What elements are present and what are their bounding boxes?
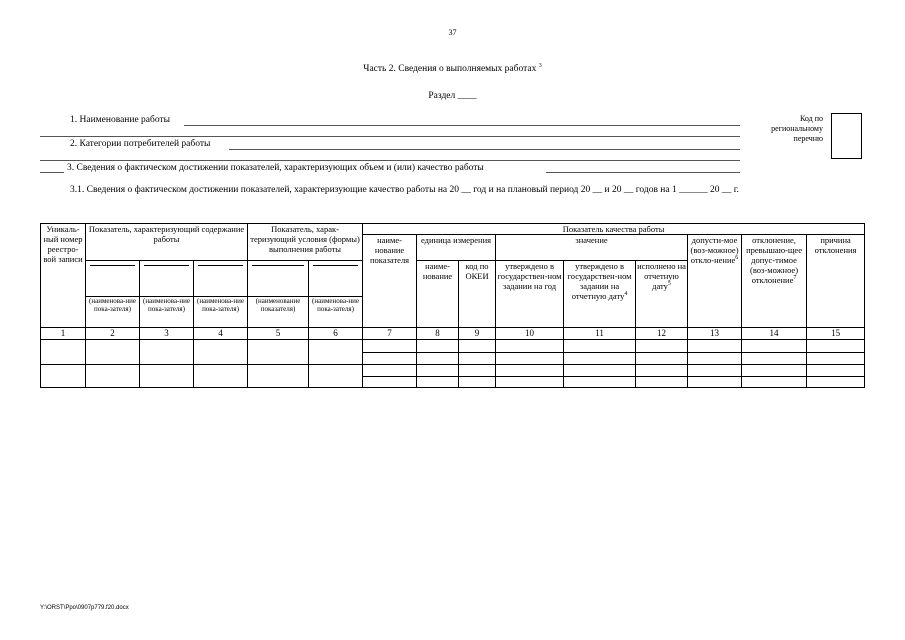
column-number: 14 xyxy=(742,328,807,340)
header-approved-date: утверждено в государствен-ном задании на отчетную дату$^4$ xyxy=(564,260,636,328)
column-number: 11 xyxy=(564,328,636,340)
content-indicator-1-slot xyxy=(86,260,140,297)
column-number: 13 xyxy=(688,328,742,340)
header-executed: исполнено на отчетную дату$^5$ xyxy=(636,260,688,328)
regional-code-label: Код по региональному перечню xyxy=(771,114,823,143)
header-value: значение xyxy=(496,235,688,261)
header-deviation-reason: причина отклонения xyxy=(807,235,865,328)
condition-indicator-2-caption: (наименова-ние пока-зателя) xyxy=(309,297,363,328)
content-indicator-2-slot xyxy=(140,260,194,297)
column-numbers-row xyxy=(41,328,865,340)
table-row xyxy=(41,340,865,353)
field-work-name: 1. Наименование работы xyxy=(70,115,171,125)
column-number: 1 xyxy=(41,328,86,340)
content-indicator-3-caption: (наименова-ние пока-зателя) xyxy=(194,297,248,328)
quality-indicators-table xyxy=(40,223,865,388)
content-indicator-2-caption: (наименова-ние пока-зателя) xyxy=(140,297,194,328)
document-path: Y:\ORST\Ppo\0907p779.f20.docx xyxy=(40,605,129,611)
column-number: 4 xyxy=(194,328,248,340)
column-number: 7 xyxy=(363,328,417,340)
column-number: 2 xyxy=(86,328,140,340)
condition-indicator-1-slot xyxy=(248,260,309,297)
header-unique-number: Уникаль-ный номер реестро-вой записи xyxy=(41,224,86,328)
column-number: 12 xyxy=(636,328,688,340)
header-approved-year: утверждено в государствен-ном задании на год xyxy=(496,260,564,328)
column-number: 8 xyxy=(417,328,459,340)
column-number: 3 xyxy=(140,328,194,340)
column-number: 6 xyxy=(309,328,363,340)
table-row xyxy=(41,365,865,377)
header-quality-indicator: Показатель качества работы xyxy=(363,224,865,235)
content-indicator-3-slot xyxy=(194,260,248,297)
regional-code-box xyxy=(831,113,862,159)
page-number: 37 xyxy=(448,28,457,37)
part-title: Часть 2. Сведения о выполняемых работах $^3$ xyxy=(363,62,542,74)
header-allowed-deviation: допусти-мое (воз-можное) откло-нение$^6$ xyxy=(688,235,742,328)
column-number: 5 xyxy=(248,328,309,340)
condition-indicator-1-caption: (наименование показателя) xyxy=(248,297,309,328)
header-conditions-indicator: Показатель, харак-теризующий условия (формы) выполнения работы xyxy=(248,224,363,261)
section-label: Раздел ____ xyxy=(428,91,477,101)
column-number: 9 xyxy=(459,328,496,340)
header-unit-name: наиме-нование xyxy=(417,260,459,328)
title-footnote: 3 xyxy=(538,62,542,69)
field-consumer-categories: 2. Категории потребителей работы xyxy=(70,139,211,149)
field-quality-indicators: 3.1. Сведения о фактическом достижении показателей, характеризующие качество работы на 20 __ год и на плановый период 20 __ и 20 __ годов на 1 ______ 20 __ г. xyxy=(70,185,739,195)
header-indicator-name: наиме-нование показателя xyxy=(363,235,417,328)
field-indicators: 3. Сведения о фактическом достижении показателей, характеризующих объем и (или) качество работы xyxy=(67,163,484,173)
condition-indicator-2-slot xyxy=(309,260,363,297)
header-exceeding-deviation: отклонение, превышаю-щее допус-тимое (воз-можное) отклонение$^7$ xyxy=(742,235,807,328)
column-number: 15 xyxy=(807,328,865,340)
header-okei-code: код по ОКЕИ xyxy=(459,260,496,328)
header-unit: единица измерения xyxy=(417,235,496,261)
header-content-indicator: Показатель, характеризующий содержание работы xyxy=(86,224,248,261)
column-number: 10 xyxy=(496,328,564,340)
content-indicator-1-caption: (наименова-ние пока-зателя) xyxy=(86,297,140,328)
